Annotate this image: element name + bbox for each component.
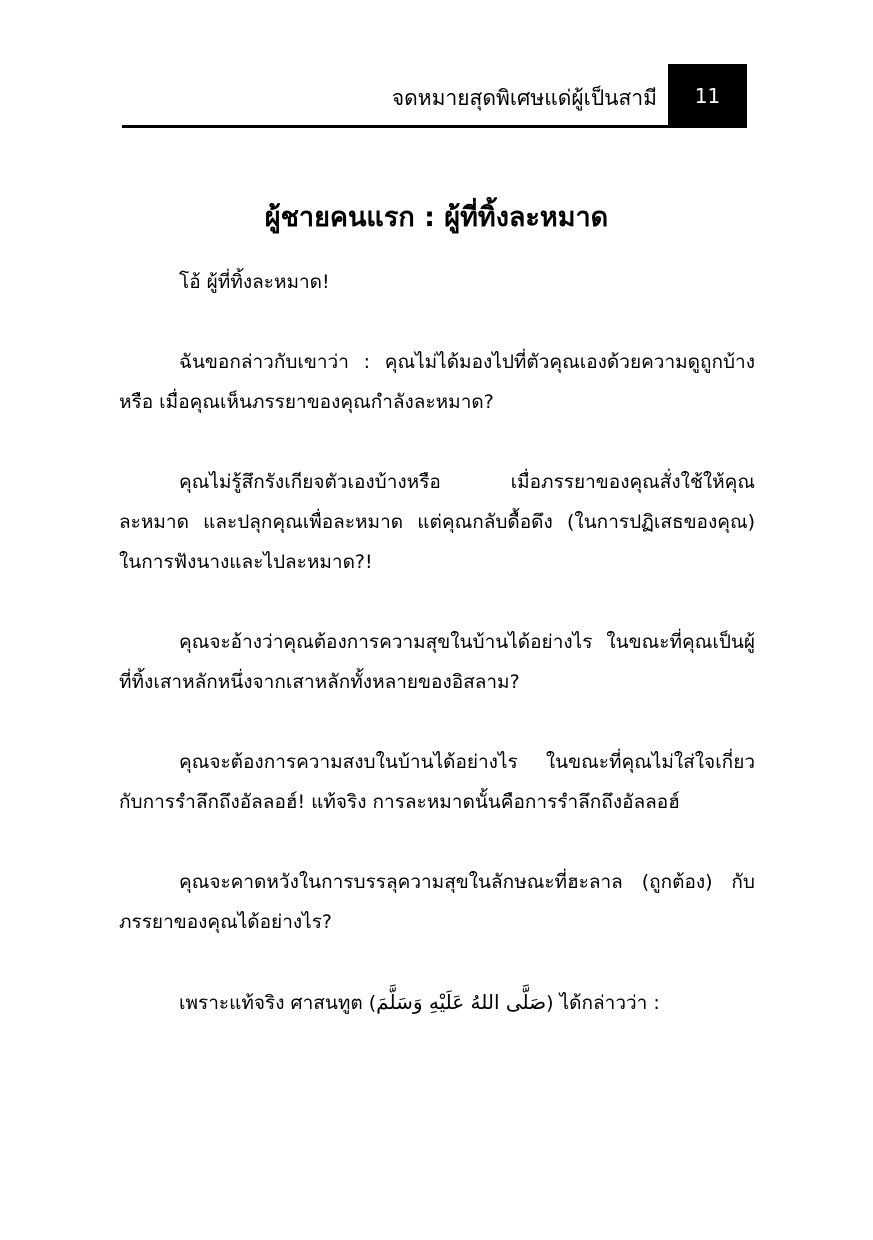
paragraph-2: ฉันขอกล่าวกับเขาว่า : คุณไม่ได้มองไปที่ตัวคุณเองด้วยความดูถูกบ้างหรือ เมื่อคุณเห็นภรรยาของคุณกำลังละหมาด? bbox=[119, 351, 755, 413]
body-text bbox=[119, 262, 755, 1023]
chapter-title: ผู้ชายคนแรก : ผู้ที่ทิ้งละหมาด bbox=[264, 202, 609, 234]
paragraph-7-lead: เพราะแท้จริง ศาสนทูต ( bbox=[179, 992, 377, 1014]
arabic-salutation: صَلَّى اللهُ عَلَيْهِ وَسَلَّمَ bbox=[376, 990, 547, 1014]
paragraph-7-tail: ) ได้กล่าวว่า : bbox=[546, 992, 660, 1014]
paragraph-6: คุณจะคาดหวังในการบรรลุความสุขในลักษณะที่ฮะลาล (ถูกต้อง) กับภรรยาของคุณได้อย่างไร? bbox=[119, 871, 755, 933]
paragraph-4: คุณจะอ้างว่าคุณต้องการความสุขในบ้านได้อย่างไร ในขณะที่คุณเป็นผู้ที่ทิ้งเสาหลักหนึ่งจากเสาหลักทั้งหลายของอิสลาม? bbox=[119, 631, 755, 693]
page-number: 11 bbox=[668, 64, 747, 127]
header-rule bbox=[122, 125, 747, 128]
paragraph-7 bbox=[119, 982, 755, 1023]
paragraph-5: คุณจะต้องการความสงบในบ้านได้อย่างไร ในขณะที่คุณไม่ใส่ใจเกี่ยวกับการรำลึกถึงอัลลอฮ์! แท้จริง การละหมาดนั้นคือการรำลึกถึงอัลลอฮ์ bbox=[119, 751, 755, 813]
paragraph-1: โอ้ ผู้ที่ทิ้งละหมาด! bbox=[179, 271, 330, 293]
paragraph-3: คุณไม่รู้สึกรังเกียจตัวเองบ้างหรือ เมื่อภรรยาของคุณสั่งใช้ให้คุณละหมาด และปลุกคุณเพื่อละหมาด แต่คุณกลับดื้อดึง (ในการปฏิเสธของคุณ) ในการฟังนางและไปละหมาด?! bbox=[119, 471, 755, 573]
running-header bbox=[122, 64, 747, 127]
running-header-title: จดหมายสุดพิเศษแด่ผู้เป็นสามี bbox=[391, 86, 657, 110]
